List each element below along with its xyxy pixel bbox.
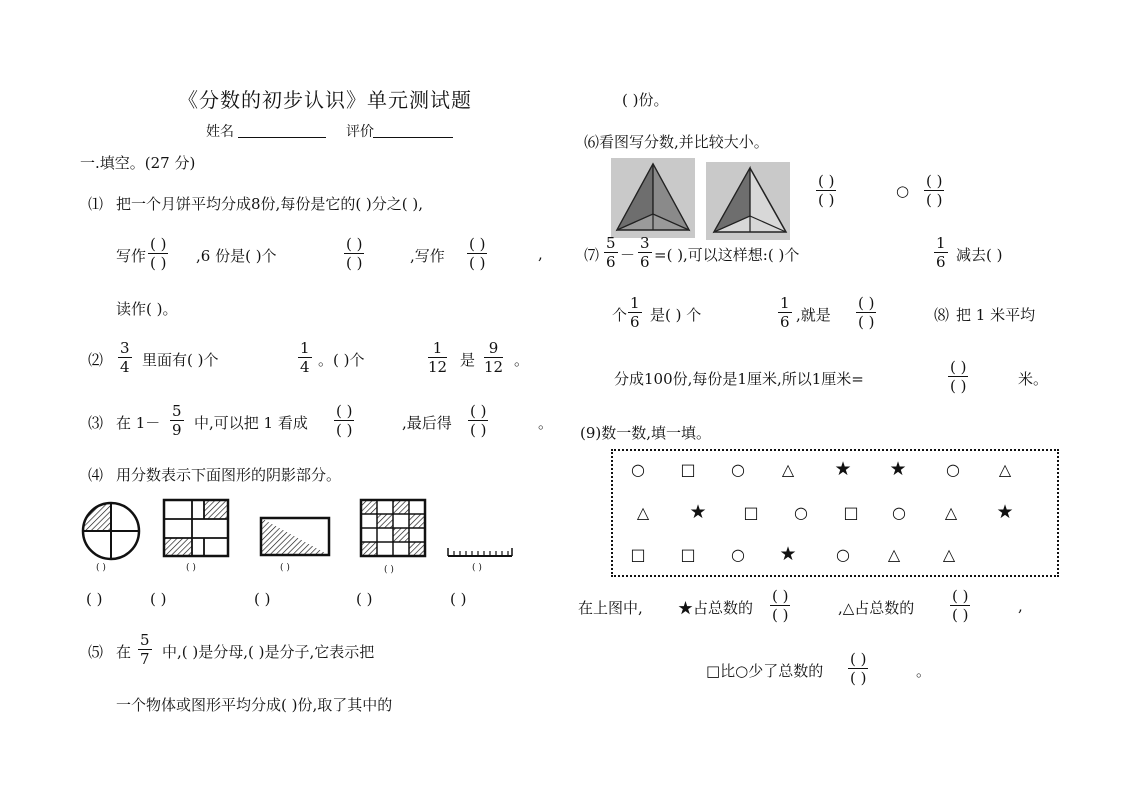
triangle-symbol: △ (944, 503, 958, 522)
triangle-symbol: △ (998, 460, 1012, 479)
q8-blank-frac[interactable]: ( ) ( ) (950, 358, 967, 395)
q7-frac-5-6: $\frac{5}{6}$ (606, 234, 616, 271)
q6-compare-circle[interactable]: ○ (896, 182, 910, 200)
circle-symbol: ○ (946, 460, 960, 479)
q3-number: ⑶ (88, 414, 104, 432)
checker-figure (361, 500, 425, 556)
q4-small-label-4: ( ) (384, 565, 394, 575)
star-symbol: ★ (834, 458, 852, 480)
triangle-symbol: △ (636, 503, 650, 522)
q7-frac-1-6-b: $\frac{1}{6}$ (630, 294, 640, 331)
q2-text-2: 。( )个 (318, 351, 365, 369)
q7-text-3: 个 (612, 306, 628, 324)
q8-number: ⑻ (934, 306, 950, 324)
q3-text-4: 。 (538, 414, 554, 432)
grid-figure (164, 500, 228, 556)
q2-text-3: 是 (460, 351, 476, 369)
star-symbol: ★ (779, 543, 797, 565)
q6-picture-1 (611, 158, 695, 238)
q1-blank-frac-1[interactable]: ( ) ( ) (150, 235, 167, 272)
triangle-symbol: △ (942, 545, 956, 564)
circle-figure (83, 503, 139, 559)
q1-write-label: 写作 (116, 247, 147, 265)
circle-symbol: ○ (836, 545, 850, 564)
q7-text-4: 是( ) 个 (650, 306, 702, 324)
q3-blank-frac-2[interactable]: ( ) ( ) (470, 402, 487, 439)
q9-text: (9)数一数,填一填。 (580, 424, 712, 442)
square-symbol: □ (843, 503, 859, 522)
q4-small-label-1: ( ) (96, 563, 106, 573)
q1-comma: , (538, 245, 543, 263)
q2-frac-1-12: $\frac{1}{12}$ (428, 339, 448, 376)
q9-blank-frac-diff[interactable]: ( ) ( ) (850, 650, 867, 687)
q7-text-1: =( ),可以这样想:( )个 (654, 246, 800, 264)
q3-blank-frac-1[interactable]: ( ) ( ) (336, 402, 353, 439)
q4-small-label-2: ( ) (186, 563, 196, 573)
q4-small-label-5: ( ) (472, 563, 482, 573)
q1-line1: 把一个月饼平均分成8份,每份是它的( )分之( ), (116, 195, 424, 213)
circle-symbol: ○ (731, 460, 745, 479)
q1-read-label: 读作( )。 (116, 300, 178, 318)
q6-blank-frac-2[interactable]: ( ) ( ) (926, 172, 943, 209)
q5-line2: 一个物体或图形平均分成( )份,取了其中的 (116, 696, 393, 714)
q1-blank-frac-3[interactable]: ( ) ( ) (469, 235, 486, 272)
q5-text-2: 中,( )是分母,( )是分子,它表示把 (162, 643, 375, 661)
q2-frac-3-4: $\frac{3}{4}$ (120, 339, 130, 376)
q3-frac-5-9: $\frac{5}{9}$ (172, 402, 182, 439)
name-field[interactable] (238, 137, 326, 138)
q6-picture-2 (706, 162, 790, 240)
q9-blank-frac-star[interactable]: ( ) ( ) (772, 587, 789, 624)
q4-answer-1[interactable]: ( ) (86, 590, 103, 608)
q7-number: ⑺ (584, 246, 600, 264)
q3-text-2: 中,可以把 1 看成 (194, 414, 308, 432)
q7-text-2: 减去( ) (956, 246, 1003, 264)
square-symbol: □ (743, 503, 759, 522)
q4-text: 用分数表示下面图形的阴影部分。 (116, 466, 342, 484)
circle-symbol: ○ (731, 545, 745, 564)
q2-frac-1-4: $\frac{1}{4}$ (300, 339, 310, 376)
q2-frac-9-12: $\frac{9}{12}$ (484, 339, 504, 376)
q9-blank-frac-triangle[interactable]: ( ) ( ) (952, 587, 969, 624)
q5-text-1: 在 (116, 643, 132, 661)
star-symbol: ★ (889, 458, 907, 480)
page-title: 《分数的初步认识》单元测试题 (178, 88, 472, 112)
triangle-rect-figure (261, 518, 329, 555)
q9-line2-b: 。 (916, 662, 932, 680)
circle-symbol: ○ (892, 503, 906, 522)
q8-unit: 米。 (1018, 370, 1049, 388)
q4-number: ⑷ (88, 466, 104, 484)
q1-blank-frac-2[interactable]: ( ) ( ) (346, 235, 363, 272)
square-symbol: □ (680, 545, 696, 564)
triangle-symbol: △ (781, 460, 795, 479)
star-symbol: ★ (996, 501, 1014, 523)
name-label: 姓名 (206, 124, 234, 140)
q1-part2: ,6 份是( )个 (196, 247, 277, 265)
q7-frac-3-6: $\frac{3}{6}$ (640, 234, 650, 271)
q9-line2-a: □比○少了总数的 (706, 662, 824, 680)
q4-figures (78, 498, 518, 570)
circle-symbol: ○ (794, 503, 808, 522)
q8-line2: 分成100份,每份是1厘米,所以1厘米= (614, 370, 864, 388)
q4-answer-4[interactable]: ( ) (356, 590, 373, 608)
q2-text-4: 。 (514, 351, 530, 369)
q7-frac-1-6-c: $\frac{1}{6}$ (780, 294, 790, 331)
q4-answer-5[interactable]: ( ) (450, 590, 467, 608)
square-symbol: □ (630, 545, 646, 564)
q8-text-1: 把 1 米平均 (956, 306, 1036, 324)
q7-minus: － (620, 246, 636, 264)
q5-line3: ( )份。 (622, 91, 669, 109)
circle-symbol: ○ (631, 460, 645, 479)
q3-text-3: ,最后得 (402, 414, 452, 432)
q6-text: ⑹看图写分数,并比较大小。 (584, 133, 769, 151)
q9-line1-b: ★占总数的 (678, 599, 754, 617)
q3-text-1: 在 1－ (116, 414, 161, 432)
section-heading: 一.填空。(27 分) (80, 154, 196, 172)
grade-label: 评价 (346, 124, 374, 140)
q1-number: ⑴ (88, 195, 104, 213)
q7-frac-1-6-a: $\frac{1}{6}$ (936, 234, 946, 271)
q9-line1-d: , (1018, 597, 1023, 615)
q4-small-label-3: ( ) (280, 563, 290, 573)
q9-line1-a: 在上图中, (578, 599, 643, 617)
q6-blank-frac-1[interactable]: ( ) ( ) (818, 172, 835, 209)
q2-text-1: 里面有( )个 (142, 351, 219, 369)
square-symbol: □ (680, 460, 696, 479)
triangle-symbol: △ (887, 545, 901, 564)
star-symbol: ★ (689, 501, 707, 523)
q9-line1-c: ,△占总数的 (838, 599, 915, 617)
q5-number: ⑸ (88, 643, 104, 661)
q7-blank-frac[interactable]: ( ) ( ) (858, 294, 875, 331)
q4-answer-2[interactable]: ( ) (150, 590, 167, 608)
ruler-figure (448, 548, 512, 556)
q5-frac-5-7: $\frac{5}{7}$ (140, 631, 150, 668)
q1-write-label-2: ,写作 (410, 247, 445, 265)
q2-number: ⑵ (88, 351, 104, 369)
q4-answer-3[interactable]: ( ) (254, 590, 271, 608)
q7-text-5: ,就是 (796, 306, 831, 324)
grade-field[interactable] (373, 137, 453, 138)
